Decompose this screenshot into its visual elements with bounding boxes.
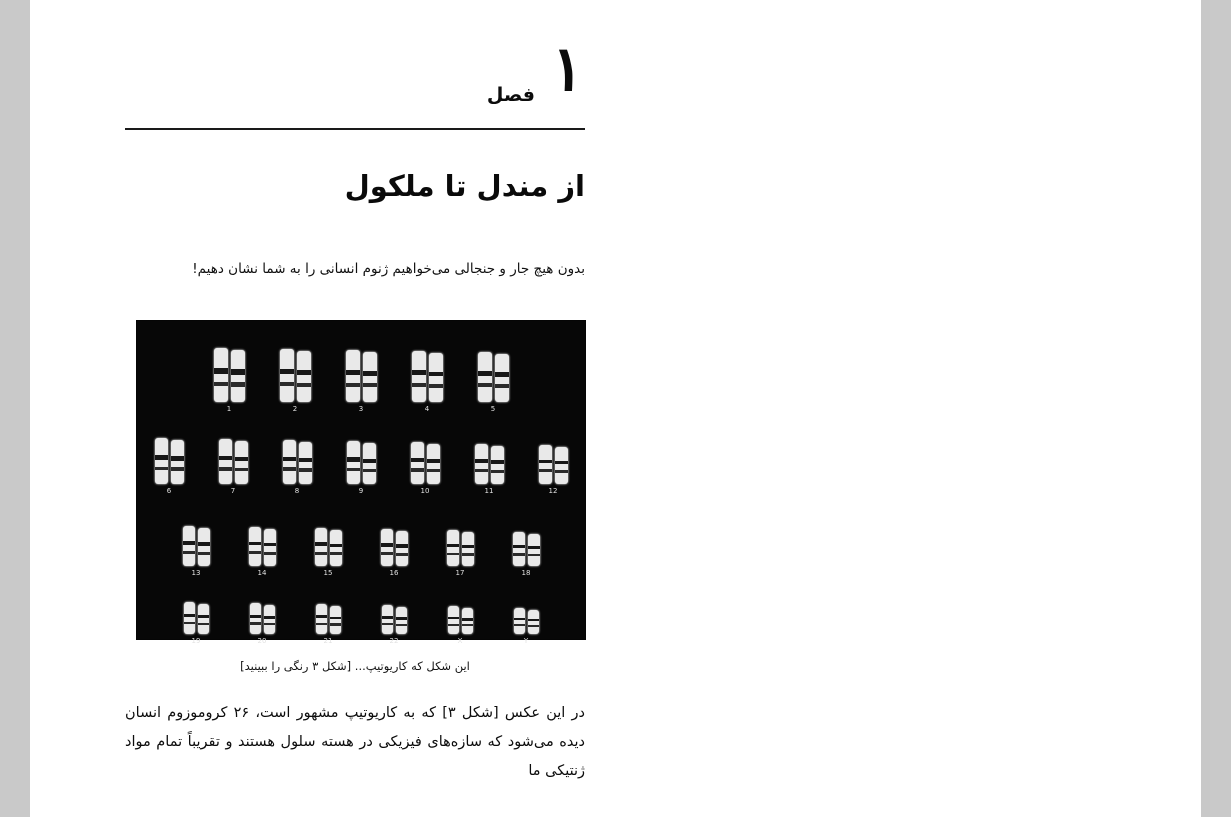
chromosome-pair: [295, 499, 361, 577]
chromosome-pair: [262, 335, 328, 413]
chromosome: [447, 530, 459, 565]
chromosome-number-label: 1: [226, 404, 232, 413]
chromosome-number-label: 9: [358, 486, 364, 495]
chromosome-number-label: 18: [521, 568, 531, 577]
viewer-left-margin: [0, 0, 30, 817]
chromosome-glyphs: [347, 424, 376, 484]
chromosome: [513, 532, 525, 566]
chromosome: [528, 610, 539, 634]
chromosome-number-label: 7: [230, 486, 236, 495]
chromosome: [264, 605, 275, 634]
chromosome: [347, 441, 360, 483]
chromosome-number-label: 3: [358, 404, 364, 413]
chromosome-pair: [163, 499, 229, 577]
chromosome-number-label: 5: [490, 404, 496, 413]
chromosome: [155, 438, 168, 484]
chromosome: [462, 532, 474, 565]
chromosome-pair: [457, 417, 521, 495]
chromosome-pair: [229, 567, 295, 645]
chromosome-number-label: 6: [166, 486, 172, 495]
chromosome: [171, 440, 184, 484]
chromosome-number-label: 11: [484, 486, 494, 495]
chromosome-pair: [361, 499, 427, 577]
chromosome: [491, 446, 504, 484]
chromosome-glyphs: [283, 424, 312, 484]
chromosome-pair: [427, 567, 493, 645]
body-paragraph: در این عکس [شکل ۳] که به کاریوتیپ مشهور است، ۲۶ کروموزوم انسان دیده می‌شود که سازه‌های فیزیکی در هسته سلول هستند و تقریباً تمام مواد ژنتیکی ما: [125, 704, 585, 779]
chromosome: [555, 447, 568, 484]
chromosome-number-label: 22: [389, 636, 399, 645]
chromosome-glyphs: [478, 342, 509, 402]
chromosome: [427, 444, 440, 483]
lede-paragraph: بدون هیچ جار و جنجالی می‌خواهیم ژنوم انسانی را به شما نشان دهیم!: [192, 260, 585, 277]
chromosome-glyphs: [382, 574, 407, 634]
chromosome: [382, 605, 393, 633]
chromosome: [184, 602, 195, 634]
chromosome-number-label: 13: [191, 568, 201, 577]
chromosome: [330, 606, 341, 634]
chromosome-glyphs: [381, 506, 408, 566]
chromosome-pair: [460, 335, 526, 413]
chromosome-pair: [394, 335, 460, 413]
chromosome-pair: [361, 567, 427, 645]
chapter-number: ۱: [548, 32, 586, 105]
chromosome-pair: [521, 417, 585, 495]
chromosome-pair: [201, 417, 265, 495]
chromosome-glyphs: [219, 424, 248, 484]
chromosome-pair: [265, 417, 329, 495]
chromosome-glyphs: [315, 506, 342, 566]
chromosome-glyphs: [183, 506, 210, 566]
chromosome-number-label: 15: [323, 568, 333, 577]
chromosome-pair: [328, 335, 394, 413]
chapter-header: [125, 32, 586, 130]
chromosome: [249, 527, 261, 566]
chromosome: [528, 534, 540, 566]
page-content: [125, 0, 585, 817]
chapter-label: فصل: [486, 84, 535, 106]
chromosome: [346, 350, 360, 402]
page-title: از مندل تا ملکول: [344, 169, 585, 203]
chromosome: [478, 352, 492, 401]
chromosome-pair: [493, 499, 559, 577]
chromosome: [412, 351, 426, 401]
chromosome-pair: [393, 417, 457, 495]
karyotype-figure: [137, 321, 585, 645]
chromosome-pair: [295, 567, 361, 645]
chromosome: [183, 526, 195, 566]
chromosome-number-label: 8: [294, 486, 300, 495]
chromosome-glyphs: [316, 574, 341, 634]
chromosome: [214, 348, 228, 402]
chromosome: [280, 349, 294, 402]
chromosome-pair: [163, 567, 229, 645]
chromosome: [316, 604, 327, 634]
chromosome: [381, 529, 393, 565]
chromosome-pair: [229, 499, 295, 577]
chromosome-glyphs: [448, 574, 473, 634]
chromosome-number-label: 2: [292, 404, 298, 413]
chromosome-number-label: 19: [191, 636, 201, 645]
chromosome-glyphs: [513, 506, 540, 566]
chromosome-pair: [493, 567, 559, 645]
chromosome-pair: [137, 417, 201, 495]
chromosome: [198, 604, 209, 634]
viewer-right-margin: [1210, 0, 1231, 817]
chromosome: [396, 607, 407, 633]
chromosome: [219, 439, 232, 484]
chromosome: [448, 606, 459, 633]
figure-caption: این شکل که کاریوتیپ... [شکل ۳ رنگی را ببینید]: [240, 658, 470, 673]
chromosome: [462, 608, 473, 633]
chromosome-glyphs: [249, 506, 276, 566]
chromosome-number-label: 20: [257, 636, 267, 645]
chromosome-pair: [329, 417, 393, 495]
chromosome: [231, 350, 245, 402]
chromosome: [315, 528, 327, 566]
chromosome-glyphs: [447, 506, 474, 566]
chromosome: [363, 443, 376, 483]
chromosome: [429, 353, 443, 401]
chromosome-pair: [427, 499, 493, 577]
chromosome: [264, 529, 276, 566]
chromosome-glyphs: [475, 424, 504, 484]
chromosome-number-label: Y: [523, 636, 529, 645]
chromosome: [411, 442, 424, 483]
chromosome-glyphs: [184, 574, 209, 634]
chromosome: [396, 531, 408, 565]
chapter-divider-rule: [125, 128, 585, 130]
chromosome-glyphs: [250, 574, 275, 634]
chromosome: [514, 608, 525, 634]
chromosome-glyphs: [539, 424, 568, 484]
chromosome-number-label: 14: [257, 568, 267, 577]
chromosome-pair: [196, 335, 262, 413]
chromosome: [198, 528, 210, 566]
chromosome: [495, 354, 509, 401]
chromosome: [299, 442, 312, 484]
chromosome-number-label: 4: [424, 404, 430, 413]
chromosome-number-label: 10: [420, 486, 430, 495]
chromosome-glyphs: [155, 424, 184, 484]
page-sheet: [30, 0, 1201, 817]
chromosome-glyphs: [411, 424, 440, 484]
chromosome: [475, 444, 488, 484]
chromosome-glyphs: [214, 342, 245, 402]
chromosome: [283, 440, 296, 484]
chromosome: [363, 352, 377, 402]
chromosome-number-label: 21: [323, 636, 333, 645]
chromosome: [250, 603, 261, 634]
chromosome-number-label: 12: [548, 486, 558, 495]
chromosome-number-label: 16: [389, 568, 399, 577]
chromosome-number-label: 17: [455, 568, 465, 577]
chromosome: [235, 441, 248, 484]
chromosome-glyphs: [412, 342, 443, 402]
chromosome: [297, 351, 311, 402]
chromosome-number-label: X: [457, 636, 463, 645]
chromosome: [330, 530, 342, 566]
chromosome-glyphs: [346, 342, 377, 402]
chromosome-glyphs: [514, 574, 539, 634]
chromosome-glyphs: [280, 342, 311, 402]
chromosome: [539, 445, 552, 484]
